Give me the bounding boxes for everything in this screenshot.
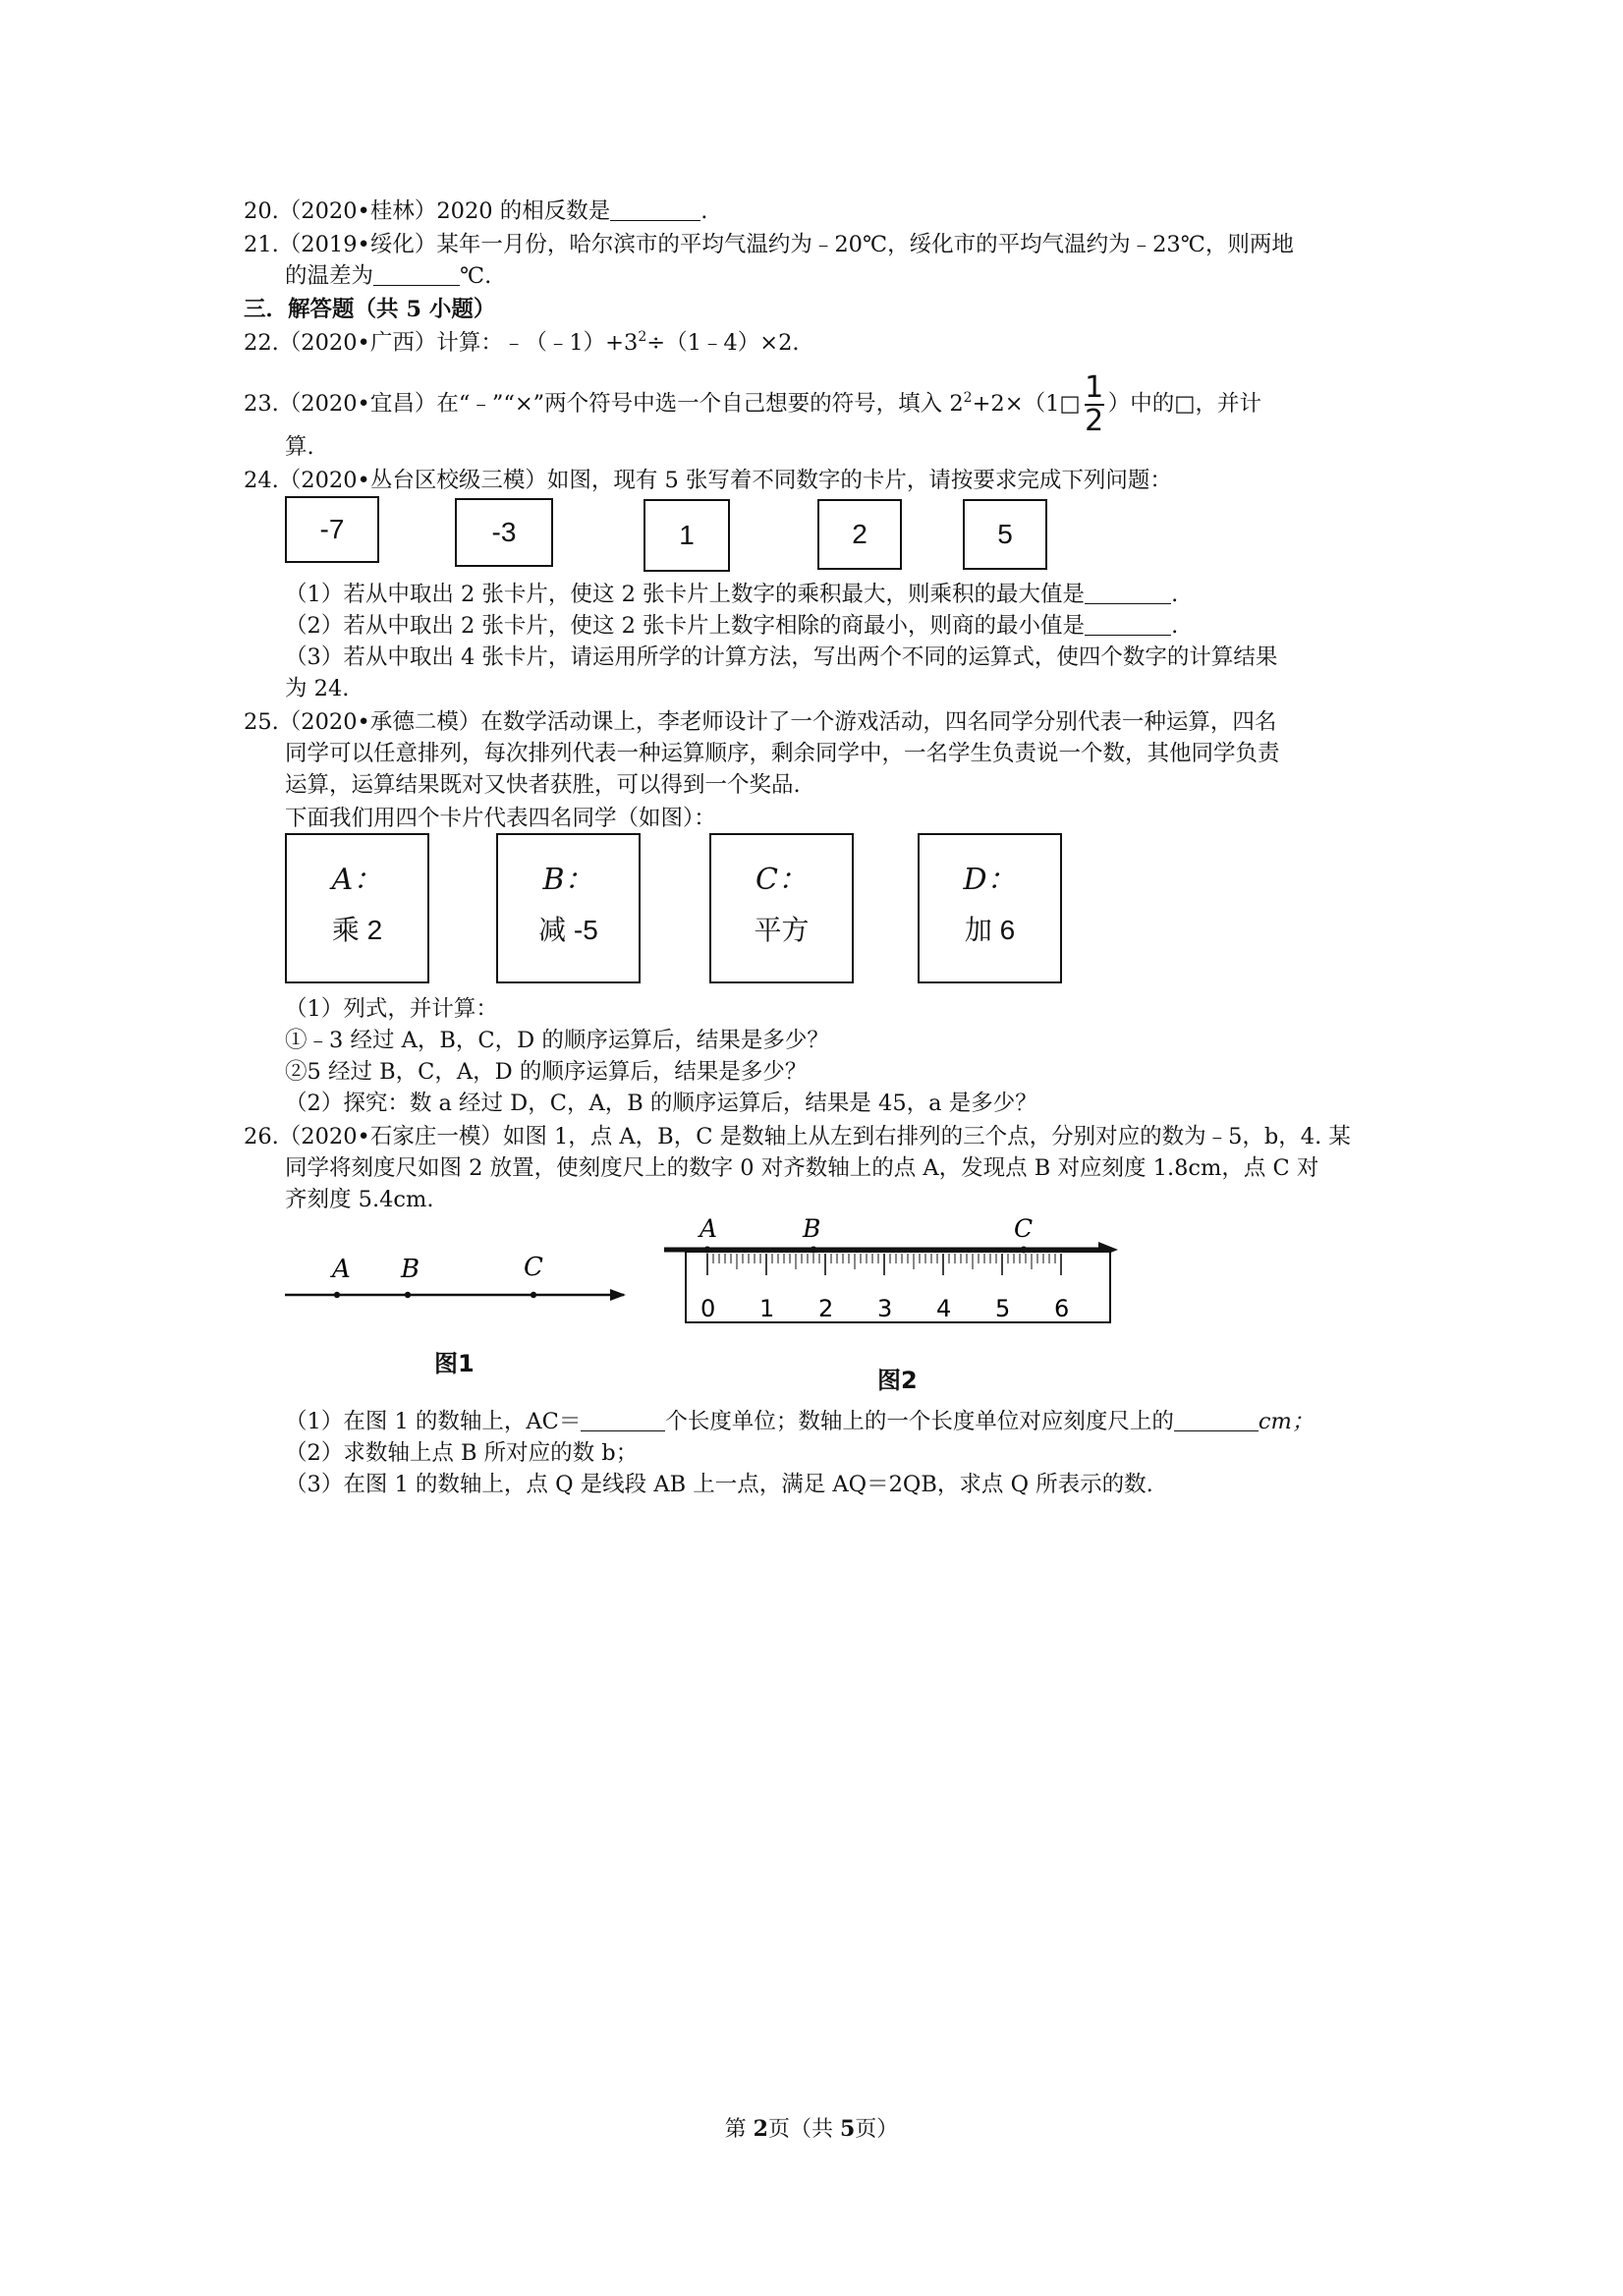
number-line-arrow (610, 1289, 626, 1301)
q24-part3-line2: 为 24. (285, 676, 350, 701)
q21-line2 (285, 261, 491, 291)
q20-end: . (700, 198, 708, 224)
footer-text-b: 页（共 (767, 2117, 840, 2142)
q23-exponent: 2 (963, 390, 973, 406)
answer-blank (373, 263, 460, 286)
q22-line (244, 328, 800, 358)
q26-line2: 同学将刻度尺如图 2 放置，使刻度尺上的数字 0 对齐数轴上的点 A，发现点 B 对应刻度 1.8cm，点 C 对 (285, 1155, 1319, 1181)
answer-blank (1085, 613, 1171, 636)
operation-card-op: 加 6 (964, 915, 1016, 945)
operation-card-letter: B： (542, 863, 594, 897)
point-b (405, 1292, 411, 1298)
q26-line1: 26.（2020•石家庄一模）如图 1，点 A，B，C 是数轴上从左到右排列的三个点，分别对应的数为﹣5，b，4. 某 (244, 1124, 1351, 1149)
number-card-value: -3 (491, 517, 517, 547)
q25-sub1a-text: ﹣3 经过 A，B，C，D 的顺序运算后，结果是多少？ (307, 1028, 829, 1053)
q21-line1: 21.（2019•绥化）某年一月份，哈尔滨市的平均气温约为﹣20℃，绥化市的平均气温约为﹣23℃，则两地 (244, 232, 1294, 257)
point-a (704, 1247, 711, 1254)
page-footer (0, 2112, 1623, 2143)
operation-card-d (918, 833, 1062, 983)
q24-part1-end: . (1171, 582, 1179, 607)
footer-text-c: 页） (855, 2117, 899, 2142)
footer-text-a: 第 (724, 2117, 754, 2142)
operation-card-letter: D： (963, 863, 1017, 897)
q25-line1: 25.（2020•承德二模）在数学活动课上，李老师设计了一个游戏活动，四名同学分别代表一种运算，四名 (244, 709, 1277, 735)
q23-text-a: 23.（2020•宜昌）在“﹣”“×”两个符号中选一个自己想要的符号，填入 2 (244, 391, 964, 417)
ruler-tick-label: 5 (995, 1295, 1011, 1322)
q20-text: 20.（2020•桂林）2020 的相反数是 (244, 198, 611, 224)
q24-part1-text: （1）若从中取出 2 张卡片，使这 2 张卡片上数字的乘积最大，则乘积的最大值是 (285, 582, 1086, 607)
point-b-label: B (401, 1255, 420, 1284)
footer-page-number: 2 (753, 2116, 768, 2142)
point-c (531, 1292, 536, 1298)
number-card-value: 2 (852, 519, 867, 549)
answer-blank (1085, 582, 1171, 604)
q26-part1-text-a: （1）在图 1 的数轴上，AC＝ (285, 1409, 582, 1434)
ruler-tick-label: 2 (818, 1295, 834, 1322)
q26-part2: （2）求数轴上点 B 所对应的数 b； (285, 1440, 639, 1466)
ruler-tick-label: 0 (700, 1295, 716, 1322)
q22-text-b: ÷（1﹣4）×2. (646, 330, 800, 356)
ruler-tick-label: 1 (759, 1295, 775, 1322)
q26-line3: 齐刻度 5.4cm. (285, 1187, 434, 1212)
q24-part2 (285, 611, 1178, 641)
circled-number: ① (285, 1028, 308, 1053)
operation-card-op: 乘 2 (331, 915, 383, 945)
q24-part2-text: （2）若从中取出 2 张卡片，使这 2 张卡片上数字相除的商最小，则商的最小值是 (285, 613, 1086, 639)
section-heading: 三．解答题（共 5 小题） (244, 297, 496, 322)
q25-sub1a (285, 1026, 829, 1055)
operation-card-letter: C： (756, 863, 808, 897)
q26-part1-text-b: 个长度单位；数轴上的一个长度单位对应刻度尺上的 (665, 1409, 1174, 1434)
q22-exponent: 2 (638, 329, 647, 345)
q20-line (244, 196, 707, 226)
q25-line2: 同学可以任意排列，每次排列代表一种运算顺序，剩余同学中，一名学生负责说一个数，其他同学负责 (285, 741, 1280, 766)
operation-card-op: 减 -5 (538, 915, 598, 945)
operation-card-b (496, 833, 641, 983)
operation-card-op: 平方 (754, 915, 810, 945)
q22-text-a: 22.（2020•广西）计算：﹣（﹣1）+3 (244, 330, 639, 356)
q25-line3: 运算，运算结果既对又快者获胜，可以得到一个奖品. (285, 772, 801, 798)
footer-total-pages: 5 (839, 2116, 856, 2142)
figure-2-ruler (658, 1210, 1130, 1338)
fraction-numerator: 1 (1085, 370, 1104, 405)
q25-sub1b-text: 5 经过 B，C，A，D 的顺序运算后，结果是多少？ (307, 1059, 808, 1085)
ruler-tick-label: 4 (936, 1295, 952, 1322)
number-card-value: -7 (319, 514, 345, 544)
number-card (455, 498, 553, 567)
number-card (285, 496, 379, 563)
point-a-label: A (700, 1214, 718, 1243)
circled-number: ② (285, 1059, 308, 1085)
answer-blank (610, 198, 700, 221)
q24-stem: 24.（2020•丛台区校级三模）如图，现有 5 张写着不同数字的卡片，请按要求完成下列问题： (244, 468, 1172, 493)
q25-sub1b (285, 1057, 807, 1087)
q23-line2: 算. (285, 434, 314, 460)
point-c (1021, 1247, 1028, 1254)
ruler-tick-label: 6 (1054, 1295, 1070, 1322)
q24-part1 (285, 580, 1178, 609)
operation-card-c (709, 833, 854, 983)
figure-2-caption: 图2 (877, 1367, 918, 1394)
point-a (334, 1292, 340, 1298)
number-card-value: 1 (679, 520, 695, 550)
q25-sub1: （1）列式，并计算： (285, 996, 498, 1022)
answer-blank (1174, 1409, 1259, 1431)
q23-text-c: ）中的□，并计 (1107, 391, 1261, 417)
q23-text-b: +2×（1□ (972, 391, 1081, 417)
operation-card-a (285, 833, 429, 983)
point-c-label: C (1014, 1214, 1034, 1243)
q26-part1-unit: cm； (1258, 1409, 1315, 1434)
fraction-one-half (1085, 370, 1104, 438)
point-a-label: A (332, 1255, 351, 1284)
q24-part3-line1: （3）若从中取出 4 张卡片，请运用所学的计算方法，写出两个不同的运算式，使四个数字的计算结果 (285, 644, 1278, 670)
q23-line1 (244, 370, 1261, 438)
fraction-denominator: 2 (1085, 404, 1104, 438)
point-b (811, 1247, 817, 1254)
q25-line4: 下面我们用四个卡片代表四名同学（如图）： (285, 806, 716, 831)
answer-blank (581, 1409, 665, 1431)
ruler-tick-label: 3 (877, 1295, 893, 1322)
q26-part3: （3）在图 1 的数轴上，点 Q 是线段 AB 上一点，满足 AQ＝2QB，求点 Q 所表示的数. (285, 1472, 1153, 1497)
q26-part1 (285, 1407, 1314, 1436)
figure-1-caption: 图1 (434, 1350, 475, 1377)
number-card-value: 5 (997, 519, 1013, 549)
point-c-label: C (524, 1253, 543, 1282)
point-b-label: B (803, 1214, 821, 1243)
figure-1-number-line (280, 1248, 644, 1326)
q21-line2-unit: ℃. (460, 263, 492, 289)
number-card (963, 499, 1047, 570)
number-card (817, 499, 902, 570)
q25-sub2: （2）探究：数 a 经过 D，C，A，B 的顺序运算后，结果是 45，a 是多少？ (285, 1091, 1037, 1116)
q21-line2-text: 的温差为 (285, 263, 374, 289)
q24-part2-end: . (1171, 613, 1179, 639)
ruler-body (686, 1252, 1110, 1322)
number-card (644, 499, 730, 572)
operation-card-letter: A： (331, 863, 383, 897)
